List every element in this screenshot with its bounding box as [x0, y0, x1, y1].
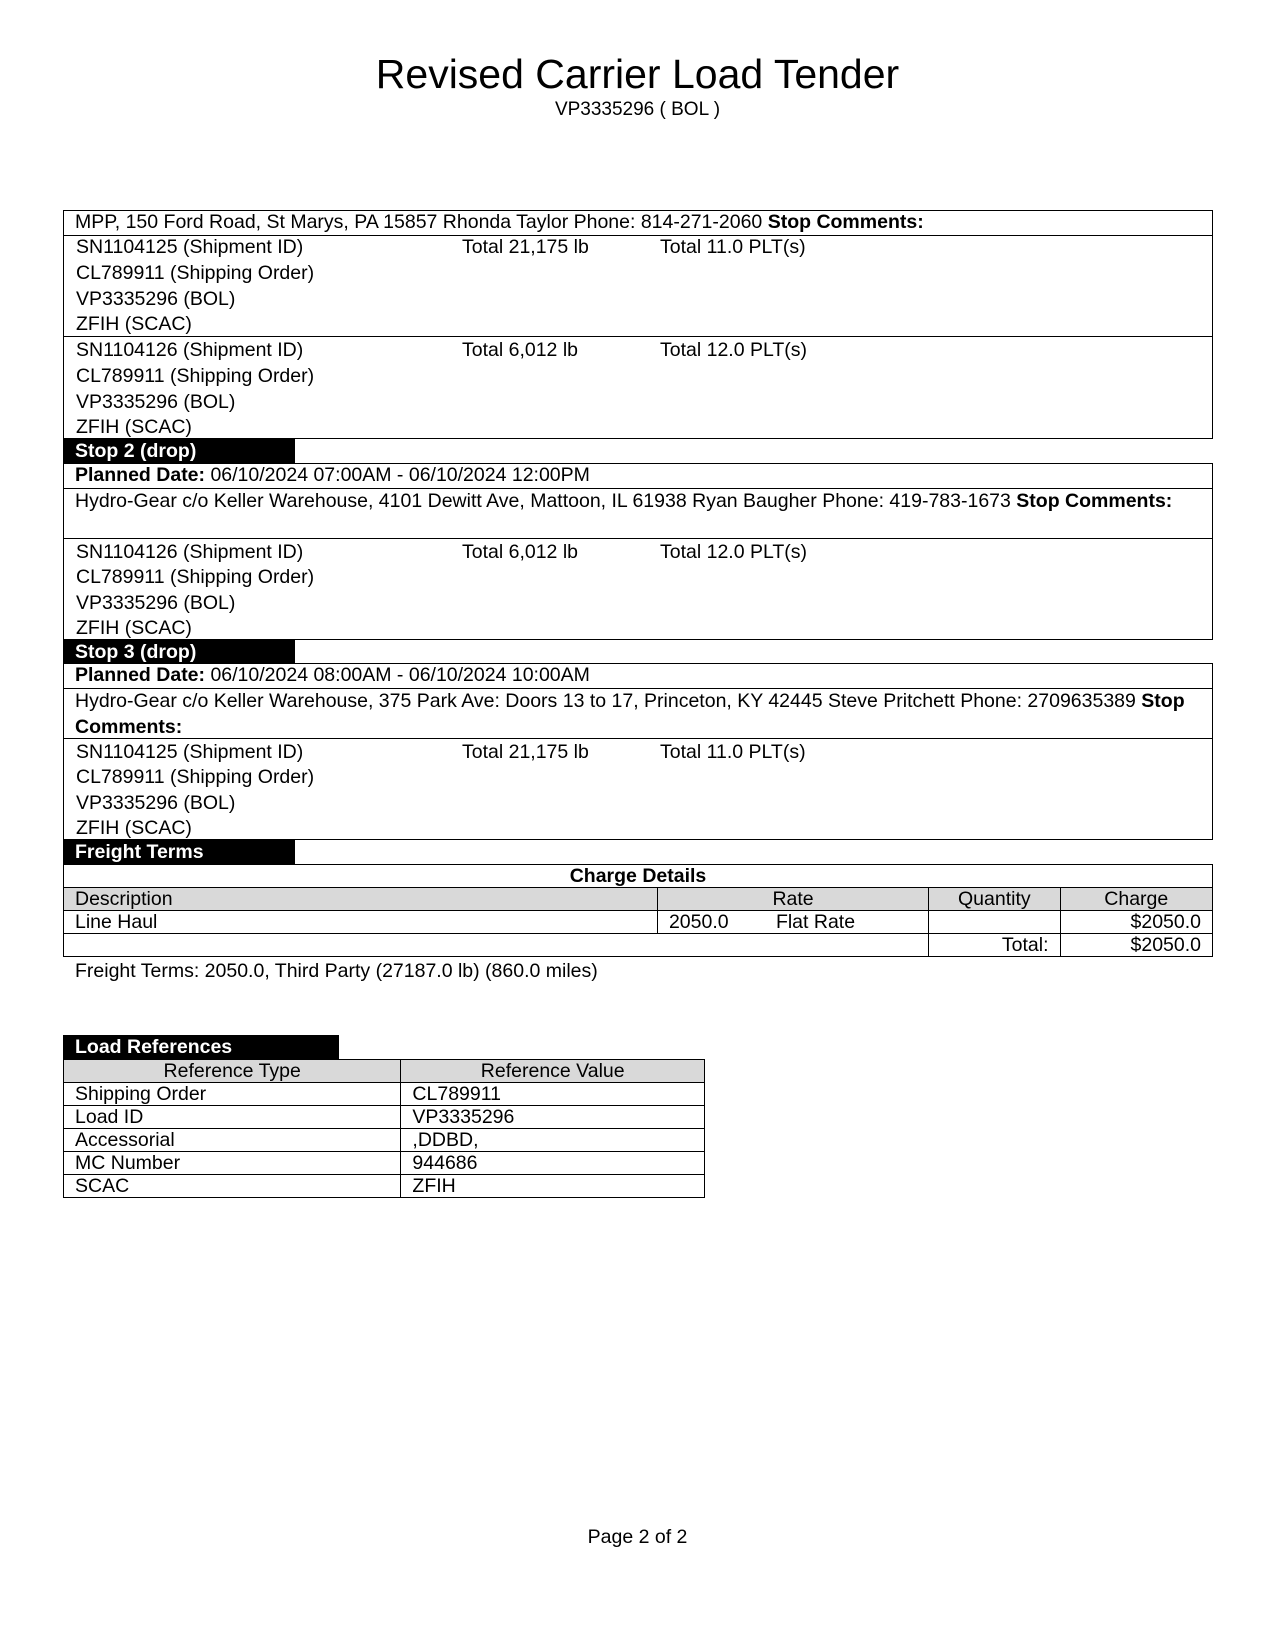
page-title: Revised Carrier Load Tender: [375, 51, 900, 97]
stop3-header-bar: Stop 3 (drop): [63, 640, 295, 664]
reference-value: ZFIH: [401, 1175, 705, 1198]
shipping-order: CL789911 (Shipping Order): [76, 262, 315, 284]
stop1-address: MPP, 150 Ford Road, St Marys, PA 15857 Rhonda Taylor Phone: 814-271-2060: [75, 211, 763, 233]
reference-value: CL789911: [401, 1083, 705, 1106]
bol: VP3335296 (BOL): [76, 792, 236, 814]
reference-type: Shipping Order: [64, 1083, 401, 1106]
stop3-shipment: [63, 738, 1213, 840]
rate-type: Flat Rate: [775, 911, 856, 933]
shipment-weight: Total 6,012 lb: [462, 339, 579, 361]
reference-value: VP3335296: [401, 1106, 705, 1129]
bol: VP3335296 (BOL): [76, 592, 236, 614]
stop2-comments-label: Stop Comments:: [1016, 490, 1173, 512]
shipping-order: CL789911 (Shipping Order): [76, 566, 315, 588]
charge-header: Charge: [1060, 888, 1212, 911]
shipment-pallets: Total 11.0 PLT(s): [660, 741, 806, 763]
reference-value: 944686: [401, 1152, 705, 1175]
stop1-address-row: [63, 210, 1213, 236]
bol: VP3335296 (BOL): [76, 288, 236, 310]
stop1-shipment-1: [63, 234, 1213, 337]
shipment-pallets: Total 11.0 PLT(s): [660, 236, 806, 258]
page-number: Page 2 of 2: [587, 1526, 688, 1548]
shipment-weight: Total 21,175 lb: [462, 741, 589, 763]
bol-subtitle: VP3335296 ( BOL ): [554, 99, 721, 120]
line-rate: [657, 911, 928, 934]
total-row: [64, 934, 1213, 957]
planned-date-label: Planned Date:: [75, 664, 206, 686]
total-spacer: [64, 934, 929, 957]
shipment-id: SN1104126 (Shipment ID): [76, 541, 304, 563]
line-description: Line Haul: [64, 911, 658, 934]
table-row: [64, 1083, 705, 1106]
quantity-header: Quantity: [929, 888, 1060, 911]
stop3-comments-label: Stop Comments:: [75, 690, 1185, 738]
rate-header: Rate: [657, 888, 928, 911]
table-header-row: [64, 888, 1213, 911]
reference-type: Accessorial: [64, 1129, 401, 1152]
load-references-table: [63, 1059, 705, 1198]
line-charge: $2050.0: [1060, 911, 1212, 934]
planned-date-value: 06/10/2024 08:00AM - 06/10/2024 10:00AM: [210, 664, 590, 686]
shipment-id: SN1104125 (Shipment ID): [76, 236, 304, 258]
stop2-address-row: [63, 488, 1213, 539]
stop3-planned-date: [63, 663, 1213, 689]
shipment-weight: Total 21,175 lb: [462, 236, 589, 258]
scac: ZFIH (SCAC): [76, 617, 192, 639]
table-row: [64, 1106, 705, 1129]
total-label: Total:: [929, 934, 1060, 957]
reference-type: MC Number: [64, 1152, 401, 1175]
table-row: [64, 1129, 705, 1152]
reference-type-header: Reference Type: [64, 1060, 401, 1083]
description-header: Description: [64, 888, 658, 911]
planned-date-label: Planned Date:: [75, 464, 206, 486]
reference-type: SCAC: [64, 1175, 401, 1198]
charge-details-table: [63, 864, 1213, 957]
line-quantity: [929, 911, 1060, 934]
stop1-comments-label: Stop Comments:: [767, 211, 924, 233]
shipment-id: SN1104125 (Shipment ID): [76, 741, 304, 763]
table-row: [64, 911, 1213, 934]
planned-date-value: 06/10/2024 07:00AM - 06/10/2024 12:00PM: [210, 464, 590, 486]
shipment-pallets: Total 12.0 PLT(s): [660, 541, 808, 563]
shipping-order: CL789911 (Shipping Order): [76, 766, 315, 788]
shipping-order: CL789911 (Shipping Order): [76, 365, 315, 387]
shipment-pallets: Total 12.0 PLT(s): [660, 339, 808, 361]
stop3-address-row: [63, 688, 1213, 739]
stop1-shipment-2: [63, 336, 1213, 439]
scac: ZFIH (SCAC): [76, 313, 192, 335]
reference-value-header: Reference Value: [401, 1060, 705, 1083]
charge-details-title: Charge Details: [64, 865, 1213, 888]
shipment-id: SN1104126 (Shipment ID): [76, 339, 304, 361]
scac: ZFIH (SCAC): [76, 416, 192, 438]
freight-terms-summary: Freight Terms: 2050.0, Third Party (27187.0 lb) (860.0 miles): [75, 960, 598, 982]
stop2-header-bar: Stop 2 (drop): [63, 439, 295, 463]
bol: VP3335296 (BOL): [76, 391, 236, 413]
load-references-bar: Load References: [63, 1035, 339, 1059]
table-row: [64, 1175, 705, 1198]
stop3-address: Hydro-Gear c/o Keller Warehouse, 375 Park Ave: Doors 13 to 17, Princeton, KY 42445 Steve Pritchett Phone: 2709635389: [75, 690, 1136, 712]
freight-terms-bar: Freight Terms: [63, 840, 295, 864]
reference-value: ,DDBD,: [401, 1129, 705, 1152]
stop2-shipment: [63, 538, 1213, 640]
table-row: [64, 1152, 705, 1175]
stop2-address: Hydro-Gear c/o Keller Warehouse, 4101 Dewitt Ave, Mattoon, IL 61938 Ryan Baugher Phone: 419-783-1673: [75, 490, 1011, 512]
stop2-planned-date: [63, 463, 1213, 489]
shipment-weight: Total 6,012 lb: [462, 541, 579, 563]
table-header-row: [64, 1060, 705, 1083]
rate-value: 2050.0: [668, 911, 729, 933]
total-value: $2050.0: [1060, 934, 1212, 957]
scac: ZFIH (SCAC): [76, 817, 192, 839]
reference-type: Load ID: [64, 1106, 401, 1129]
